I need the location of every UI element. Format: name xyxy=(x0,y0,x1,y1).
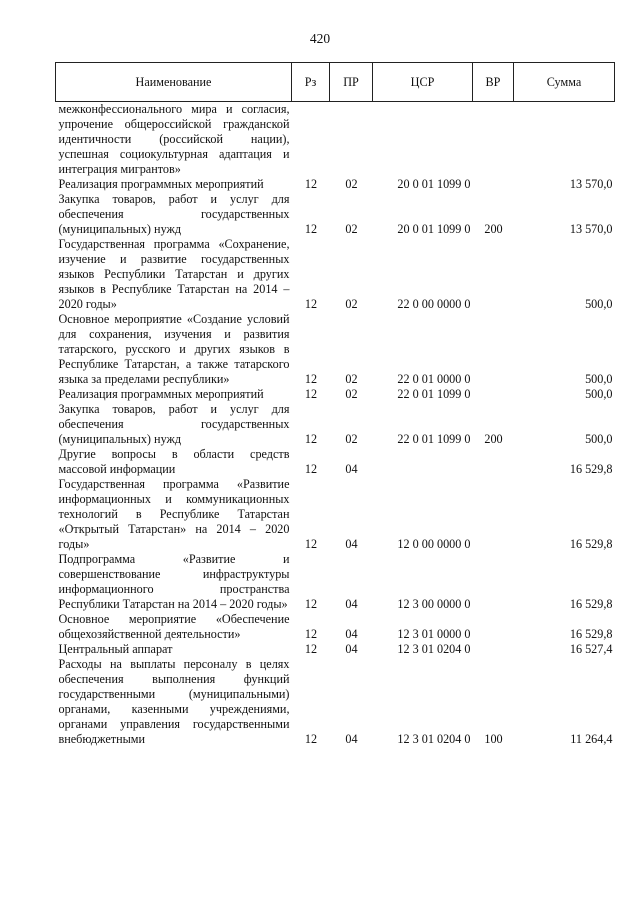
table-row xyxy=(56,477,615,552)
row-rz: 12 xyxy=(304,642,318,656)
row-rz xyxy=(292,102,330,178)
table-row xyxy=(56,387,615,402)
row-csr: 12 3 01 0204 0 xyxy=(397,642,471,656)
row-sum: 500,0 xyxy=(585,297,613,311)
row-vr xyxy=(473,552,514,612)
row-name: Основное мероприятие «Обеспечение общехозяйственной деятельности» xyxy=(58,612,290,641)
row-csr: 12 3 01 0204 0 xyxy=(397,732,471,746)
row-sum: 13 570,0 xyxy=(569,177,613,191)
row-vr xyxy=(473,612,514,642)
row-vr xyxy=(473,312,514,387)
row-csr: 12 3 01 0000 0 xyxy=(397,627,471,641)
row-sum: 13 570,0 xyxy=(569,222,613,236)
row-name: Другие вопросы в области средств массовой информации xyxy=(58,447,290,476)
row-pr: 02 xyxy=(345,177,358,191)
row-csr xyxy=(373,102,473,178)
row-pr: 02 xyxy=(345,432,358,446)
row-vr xyxy=(473,447,514,477)
row-rz: 12 xyxy=(304,597,318,611)
row-name: Государственная программа «Развитие информационных и коммуникационных технологий в Республике Татарстан «Открытый Татарстан» на 2014 – 2020 годы» xyxy=(58,477,290,551)
row-vr: 200 xyxy=(484,222,503,236)
row-pr: 04 xyxy=(345,642,358,656)
header-vr: ВР xyxy=(473,63,514,102)
row-pr xyxy=(330,102,373,178)
row-csr: 12 0 00 0000 0 xyxy=(397,537,471,551)
row-rz: 12 xyxy=(304,177,318,191)
row-rz: 12 xyxy=(304,732,318,746)
row-sum: 11 264,4 xyxy=(570,732,613,746)
row-pr: 04 xyxy=(345,732,358,746)
row-vr xyxy=(473,237,514,312)
row-vr: 100 xyxy=(484,732,503,746)
header-rz: Рз xyxy=(292,63,330,102)
row-name: Государственная программа «Сохранение, изучение и развитие государственных языков Республики Татарстан и других языков в Республике Татарстан на 2014 – 2020 годы» xyxy=(58,237,290,311)
table-row xyxy=(56,642,615,657)
row-vr: 200 xyxy=(484,432,503,446)
row-rz: 12 xyxy=(304,627,318,641)
budget-table xyxy=(55,62,615,747)
row-csr: 20 0 01 1099 0 xyxy=(397,177,471,191)
row-csr: 22 0 01 1099 0 xyxy=(397,432,471,446)
header-name: Наименование xyxy=(56,63,292,102)
row-name: Реализация программных мероприятий xyxy=(58,177,264,191)
table-row xyxy=(56,312,615,387)
row-pr: 02 xyxy=(345,372,358,386)
table-row xyxy=(56,447,615,477)
row-name: Центральный аппарат xyxy=(58,642,173,656)
row-rz: 12 xyxy=(304,387,318,401)
row-csr xyxy=(373,447,473,477)
row-vr xyxy=(473,387,514,402)
row-vr xyxy=(473,477,514,552)
table-row xyxy=(56,177,615,192)
table-header-row xyxy=(56,63,615,102)
row-pr: 04 xyxy=(345,537,358,551)
table-row xyxy=(56,102,615,178)
row-vr xyxy=(473,177,514,192)
row-name: Реализация программных мероприятий xyxy=(58,387,264,401)
row-csr: 12 3 00 0000 0 xyxy=(397,597,471,611)
row-sum: 16 529,8 xyxy=(569,597,613,611)
row-csr: 22 0 00 0000 0 xyxy=(397,297,471,311)
table-row xyxy=(56,552,615,612)
row-sum: 16 529,8 xyxy=(569,537,613,551)
row-sum xyxy=(514,102,615,178)
row-sum: 500,0 xyxy=(585,432,613,446)
row-sum: 16 527,4 xyxy=(569,642,613,656)
row-pr: 04 xyxy=(345,597,358,611)
header-sum: Сумма xyxy=(514,63,615,102)
header-csr: ЦСР xyxy=(373,63,473,102)
row-vr xyxy=(473,642,514,657)
row-vr xyxy=(473,102,514,178)
row-rz: 12 xyxy=(304,297,318,311)
row-name: Расходы на выплаты персоналу в целях обеспечения выполнения функций государственными (муниципальными) органами, казенными учреждениями, органами управления государственными внебюджетными xyxy=(58,657,290,746)
row-rz: 12 xyxy=(304,537,318,551)
row-pr: 02 xyxy=(345,387,358,401)
row-name: Основное мероприятие «Создание условий для сохранения, изучения и развития татарского, русского и других языков в Республике Татарстан, а также татарского языка за пределами республики» xyxy=(58,312,290,386)
row-rz: 12 xyxy=(304,372,318,386)
row-pr: 02 xyxy=(345,297,358,311)
row-name: Закупка товаров, работ и услуг для обеспечения государственных (муниципальных) нужд xyxy=(58,192,290,236)
row-csr: 20 0 01 1099 0 xyxy=(397,222,471,236)
table-row xyxy=(56,657,615,747)
row-name: межконфессионального мира и согласия, упрочение общероссийской гражданской идентичности (российской нации), успешная социокультурная адаптация и интеграция мигрантов» xyxy=(58,102,290,176)
page-number: 420 xyxy=(309,31,331,46)
table-row xyxy=(56,237,615,312)
table-row xyxy=(56,612,615,642)
row-sum: 16 529,8 xyxy=(569,462,613,476)
row-pr: 04 xyxy=(345,462,358,476)
table-row xyxy=(56,192,615,237)
row-sum: 16 529,8 xyxy=(569,627,613,641)
row-csr: 22 0 01 1099 0 xyxy=(397,387,471,401)
row-rz: 12 xyxy=(304,222,318,236)
row-name: Закупка товаров, работ и услуг для обеспечения государственных (муниципальных) нужд xyxy=(58,402,290,446)
row-pr: 02 xyxy=(345,222,358,236)
row-csr: 22 0 01 0000 0 xyxy=(397,372,471,386)
row-sum: 500,0 xyxy=(585,387,613,401)
row-sum: 500,0 xyxy=(585,372,613,386)
row-rz: 12 xyxy=(304,462,318,476)
row-pr: 04 xyxy=(345,627,358,641)
header-pr: ПР xyxy=(330,63,373,102)
row-name: Подпрограмма «Развитие и совершенствование инфраструктуры информационного пространства Республики Татарстан на 2014 – 2020 годы» xyxy=(58,552,290,611)
row-rz: 12 xyxy=(304,432,318,446)
table-row xyxy=(56,402,615,447)
